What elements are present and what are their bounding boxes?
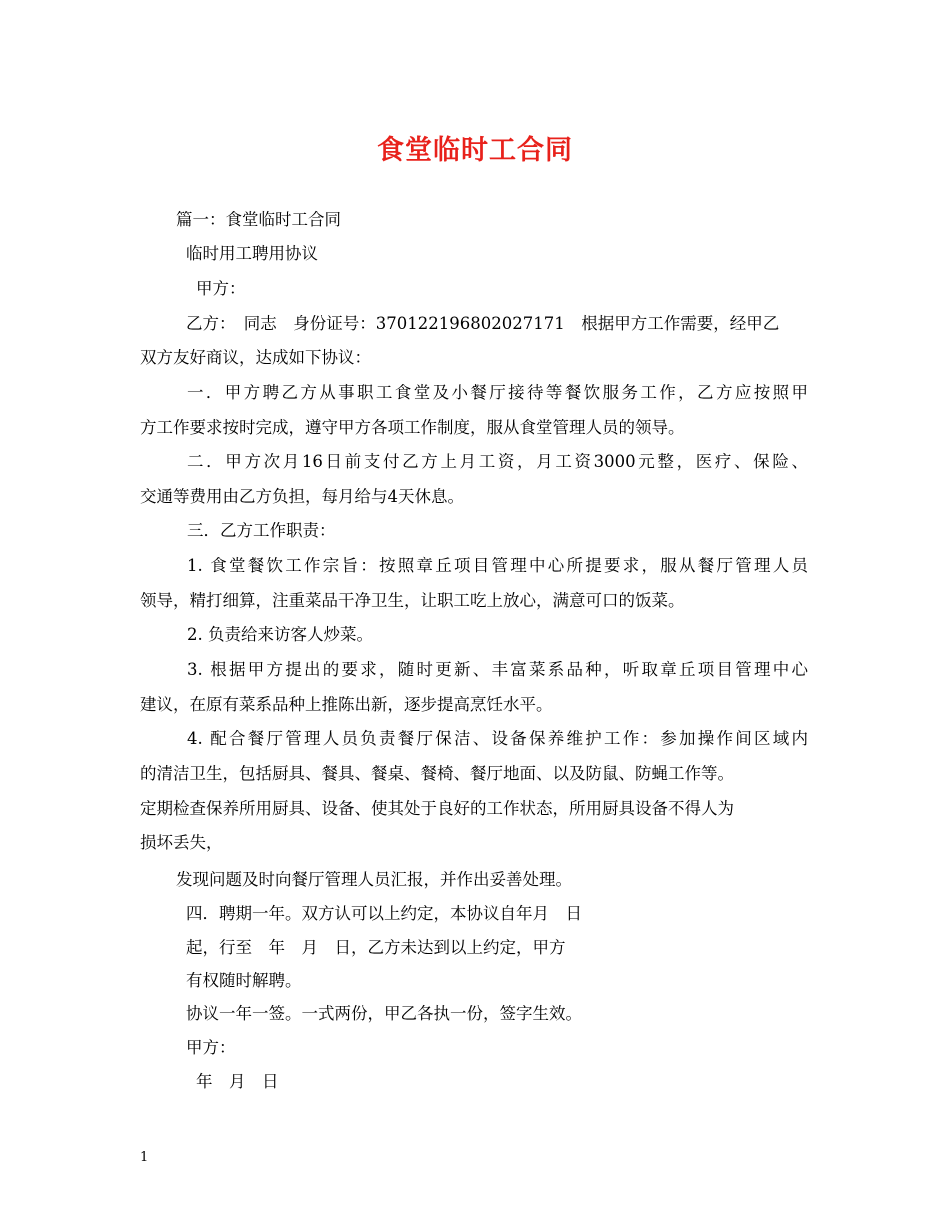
document-title: 食堂临时工合同 bbox=[377, 135, 573, 166]
text-line: 二．甲方次月16日前支付乙方上月工资，月工资3000元整，医疗、保险、 bbox=[187, 452, 808, 471]
text-line: 的清洁卫生，包括厨具、餐具、餐桌、餐椅、餐厅地面、以及防鼠、防蝇工作等。 bbox=[140, 764, 734, 783]
text-line: 双方友好商议，达成如下协议： bbox=[140, 348, 371, 367]
text-line: 三．乙方工作职责： bbox=[187, 521, 336, 540]
text-line: 定期检查保养所用厨具、设备、使其处于良好的工作状态，所用厨具设备不得人为 bbox=[140, 799, 734, 818]
text-line: 甲方： bbox=[186, 1038, 236, 1057]
text-line: 2. 负责给来访客人炒菜。 bbox=[187, 625, 373, 644]
text-line: 发现问题及时向餐厅管理人员汇报，并作出妥善处理。 bbox=[176, 870, 572, 889]
text-line: 起，行至 年 月 日，乙方未达到以上约定，甲方 bbox=[186, 938, 566, 957]
text-line: 临时用工聘用协议 bbox=[186, 244, 318, 263]
text-line: 协议一年一签。一式两份，甲乙各执一份，签字生效。 bbox=[186, 1004, 582, 1023]
text-line: 领导，精打细算，注重菜品干净卫生，让职工吃上放心，满意可口的饭菜。 bbox=[140, 591, 685, 610]
text-line: 甲方： bbox=[196, 279, 246, 298]
text-line: 一．甲方聘乙方从事职工食堂及小餐厅接待等餐饮服务工作，乙方应按照甲 bbox=[187, 383, 808, 402]
text-line: 有权随时解聘。 bbox=[186, 971, 302, 990]
text-line: 4. 配合餐厅管理人员负责餐厅保洁、设备保养维护工作：参加操作间区域内 bbox=[187, 729, 808, 748]
text-line: 3. 根据甲方提出的要求，随时更新、丰富菜系品种，听取章丘项目管理中心 bbox=[187, 660, 808, 679]
text-line: 建议，在原有菜系品种上推陈出新，逐步提高烹饪水平。 bbox=[140, 695, 553, 714]
page-number: 1 bbox=[140, 1150, 149, 1165]
text-line: 方工作要求按时完成，遵守甲方各项工作制度，服从食堂管理人员的领导。 bbox=[140, 418, 685, 437]
text-line: 四．聘期一年。双方认可以上约定，本协议自年月 日 bbox=[186, 904, 582, 923]
text-line: 交通等费用由乙方负担，每月给与4天休息。 bbox=[140, 487, 464, 506]
text-line: 篇一：食堂临时工合同 bbox=[176, 210, 341, 229]
text-line: 乙方： 同志 身份证号：370122196802027171 根据甲方工作需要，经甲乙 bbox=[186, 314, 780, 333]
text-line: 损坏丢失， bbox=[140, 833, 223, 852]
text-line: 1. 食堂餐饮工作宗旨：按照章丘项目管理中心所提要求，服从餐厅管理人员 bbox=[187, 556, 808, 575]
text-line: 年 月 日 bbox=[196, 1072, 279, 1091]
